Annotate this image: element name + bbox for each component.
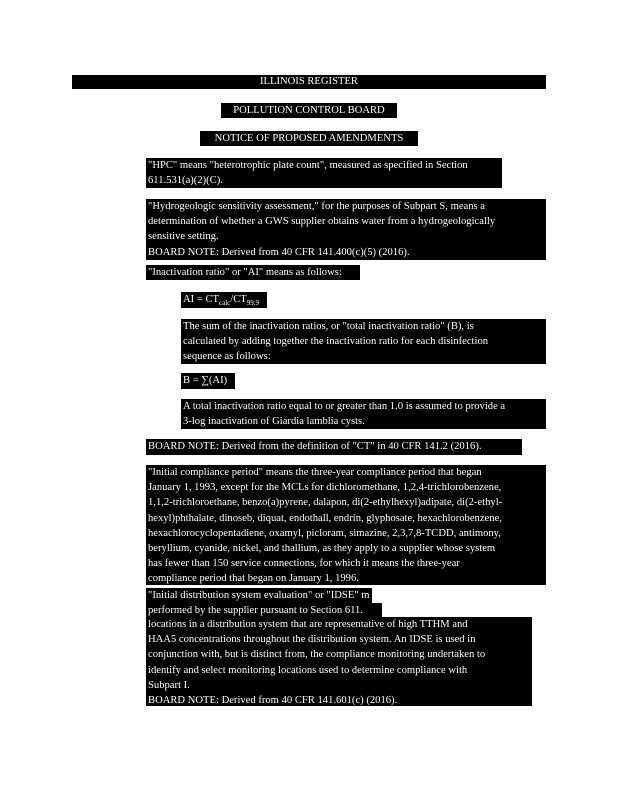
idse-line: locations in a distribution system that are representative of high TTHM and <box>148 619 468 630</box>
total-line: 3-log inactivation of Giardia lamblia cysts. <box>183 416 365 428</box>
b-formula <box>181 373 235 389</box>
total-line: A total inactivation ratio equal to or greater than 1.0 is assumed to provide a <box>183 401 506 412</box>
compliance-line: "Initial compliance period" means the three-year compliance period that began <box>148 467 482 478</box>
sum-line: calculated by adding together the inactivation ratio for each disinfection <box>183 336 489 348</box>
compliance-line: 1,1,2-trichloroethane, benzo(a)pyrene, dalapon, di(2-ethylhexyl)adipate, di(2-ethyl- <box>148 497 503 509</box>
register-header <box>72 75 546 89</box>
hpc-line: "HPC" means "heterotrophic plate count", measured as specified in Section <box>148 160 468 171</box>
idse-line: HAA5 concentrations throughout the distribution system. An IDSE is used in <box>148 634 476 646</box>
idse-line: identify and select monitoring locations used to determine compliance with <box>148 664 468 676</box>
board-note: BOARD NOTE: Derived from 40 CFR 141.601(c) (2016). <box>148 694 398 706</box>
idse-line: "Initial distribution system evaluation" or "IDSE" m <box>148 590 370 601</box>
board-note: BOARD NOTE: Derived from the definition of "CT" in 40 CFR 141.2 (2016). <box>148 441 482 452</box>
compliance-line: beryllium, cyanide, nickel, and thallium, as they apply to a supplier whose system <box>148 542 496 554</box>
ai-formula-sub-999: 99.9 <box>246 299 259 308</box>
sum-line: sequence as follows: <box>183 351 271 363</box>
idse-definition-body <box>146 617 532 706</box>
inactivation-intro-text: "Inactivation ratio" or "AI" means as follows: <box>148 267 342 278</box>
board-title: POLLUTION CONTROL BOARD <box>233 105 385 116</box>
hydrogeologic-line: sensitive setting. <box>148 231 219 243</box>
hydrogeologic-definition <box>146 199 546 260</box>
idse-line: conjunction with, but is distinct from, the compliance monitoring undertaken to <box>148 649 486 661</box>
notice-header <box>200 131 418 146</box>
inactivation-ratio-intro <box>146 265 360 280</box>
compliance-line: January 1, 1993, except for the MCLs for dichloromethane, 1,2,4-trichlorobenzene, <box>148 482 502 494</box>
compliance-line: hexachlorocyclopentadiene, oxamyl, picloram, simazine, 2,3,7,8-TCDD, antimony, <box>148 527 501 539</box>
board-note: BOARD NOTE: Derived from 40 CFR 141.400(c)(5) (2016). <box>148 246 410 258</box>
hydrogeologic-line: "Hydrogeologic sensitivity assessment," for the purposes of Subpart S, means a <box>148 201 486 212</box>
hpc-definition <box>146 158 502 188</box>
register-title: ILLINOIS REGISTER <box>260 76 358 87</box>
compliance-line: has fewer than 150 service connections, for which it means the three-year <box>148 558 460 570</box>
hpc-line: 611.531(a)(2)(C). <box>148 175 223 187</box>
idse-definition-line1 <box>146 588 372 603</box>
hydrogeologic-line: determination of whether a GWS supplier obtains water from a hydrogeologically <box>148 216 496 228</box>
notice-title: NOTICE OF PROPOSED AMENDMENTS <box>214 133 404 144</box>
sum-line: The sum of the inactivation ratios, or "total inactivation ratio" (B), is <box>183 321 474 332</box>
compliance-line: compliance period that began on January 1, 1996. <box>148 573 359 585</box>
sum-of-ratios-text <box>181 319 546 364</box>
ai-formula-main: AI = CT <box>183 294 219 305</box>
ai-formula-sub-calc: calc <box>219 299 231 308</box>
ct-board-note <box>146 439 522 455</box>
b-formula-text: B = ∑(AI) <box>183 375 228 386</box>
board-header <box>221 103 397 118</box>
idse-definition-line2 <box>146 603 382 618</box>
idse-line: performed by the supplier pursuant to Section 611. <box>148 605 363 616</box>
total-inactivation-text <box>181 399 546 429</box>
ai-formula-mid: /CT <box>230 294 247 305</box>
ai-formula <box>181 292 267 308</box>
initial-compliance-definition <box>146 465 546 585</box>
compliance-line: hexyl)phthalate, dinoseb, diquat, endothall, endrin, glyphosate, hexachlorobenzene, <box>148 512 502 524</box>
idse-line: Subpart I. <box>148 679 190 691</box>
